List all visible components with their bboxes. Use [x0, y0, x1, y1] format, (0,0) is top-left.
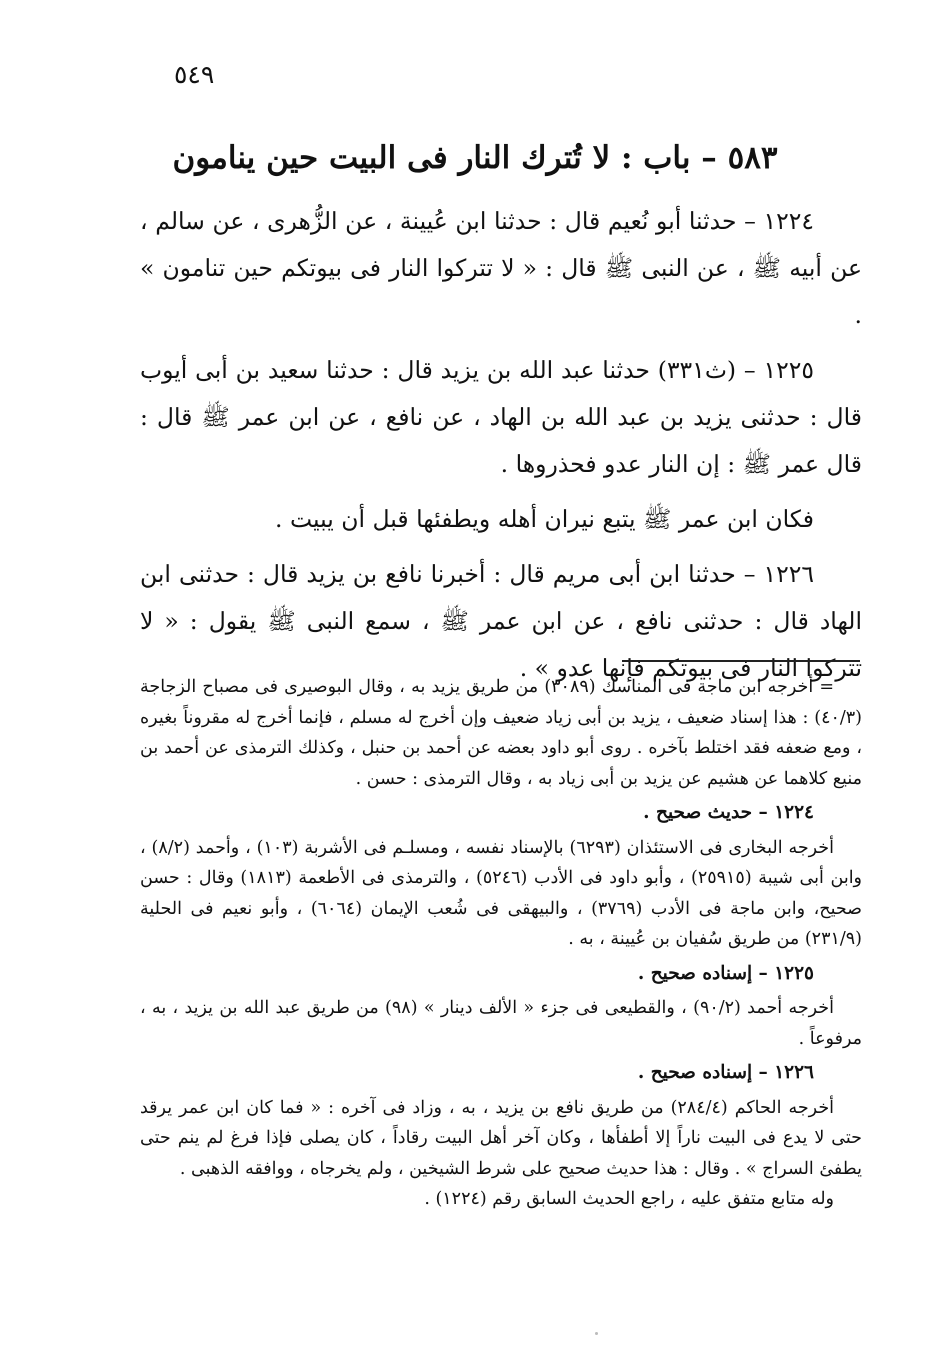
hadith-1224: ١٢٢٤ – حدثنا أبو نُعيم قال : حدثنا ابن عُيينة ، عن الزُّهرى ، عن سالم ، عن أبيه ﷺ ، عن النبى ﷺ قال : « لا تتركوا النار فى بيوتكم حين تنامون » .: [140, 207, 862, 329]
footnote-grade-1225: ١٢٢٥ – إسناده صحيح .: [637, 962, 814, 984]
footnote-separator: [622, 660, 860, 662]
footnotes-block: [140, 672, 862, 1215]
chapter-title: ٥٨٣ – باب : لا تُترك النار فى البيت حين ينامون: [172, 140, 778, 176]
hadith-text-block: [140, 198, 862, 700]
scan-speck: [595, 1332, 598, 1335]
footnote-takhrij-1224: أخرجه البخارى فى الاستئذان (٦٢٩٣) بالإسناد نفسه ، ومسلـم فى الأشربة (١٠٣) ، وأحمد (٨/٢) ، وابن أبى شيبة (٢٥٩١٥) ، وأبو داود فى الأدب (٥٢٤٦) ، والترمذى فى الأطعمة (١٨١٣) وقال : حسن صحيح، وابن ماجة فى الأدب (٣٧٦٩) ، والبيهقى فى شُعب الإيمان (٦٠٦٤) ، وأبو نعيم فى الحلية (٢٣١/٩) من طريق سُفيان بن عُيينة ، به .: [140, 837, 863, 949]
footnote-grade-1226: ١٢٢٦ – إسناده صحيح .: [637, 1062, 814, 1083]
footnote-note: وله متابع متفق عليه ، راجع الحديث السابق رقم (١٢٢٤) .: [424, 1189, 834, 1209]
hadith-1225-addendum: فكان ابن عمر ﷺ يتبع نيران أهله ويطفئها قبل أن يبيت .: [275, 505, 814, 533]
footnote-takhrij-1226: أخرجه الحاكم (٢٨٤/٤) من طريق نافع بن يزيد ، به ، وزاد فى آخره : « فما كان ابن عمر يرقد حتى لا يدع فى البيت ناراً إلا أطفأها ، وكان آخر أهل البيت رقاداً ، كان يصلى فإذا فرغ لم ينم حتى يطفئ السراج » . وقال : هذا حديث صحيح على شرط الشيخين ، ولم يخرجاه ، ووافقه الذهبى .: [140, 1097, 862, 1179]
hadith-1226: ١٢٢٦ – حدثنا ابن أبى مريم قال : أخبرنا نافع بن يزيد قال : حدثنى ابن الهاد قال : حدثنى نافع ، عن ابن عمر ﷺ ، سمع النبى ﷺ يقول : « لا تتركوا النار فى بيوتكم فإنها عدو » .: [140, 560, 862, 682]
hadith-1225: ١٢٢٥ – (ث٣٣١) حدثنا عبد الله بن يزيد قال : حدثنا سعيد بن أبى أيوب قال : حدثنى يزيد بن عبد الله بن الهاد ، عن نافع ، عن ابن عمر ﷺ قال : قال عمر ﷺ : إن النار عدو فحذروها .: [140, 356, 862, 478]
footnote-grade-1224: ١٢٢٤ – حديث صحيح .: [643, 802, 814, 823]
footnote-continuation: = أخرجه ابن ماجة فى المناسك (٣٠٨٩) من طريق يزيد به ، وقال البوصيرى فى مصباح الزجاجة (٤٠/٣) : هذا إسناد ضعيف ، يزيد بن أبى زياد ضعيف وإن أخرج له مسلم ، فإنما أخرج له مقروناً بغيره ، ومع ضعفه فقد اختلط بآخره . روى أبو داود بعضه عن أحمد بن حنبل ، وكذلك الترمذى عن أحمد بن منيع كلاهما عن هشيم عن يزيد بن أبى زياد به ، وقال الترمذى : حسن .: [140, 677, 862, 789]
footnote-takhrij-1225: أخرجه أحمد (٩٠/٢) ، والقطيعى فى جزء « الألف دينار » (٩٨) من طريق عبد الله بن يزيد ، به ، مرفوعاً .: [140, 998, 862, 1049]
page-number: ٥٤٩: [174, 60, 215, 89]
